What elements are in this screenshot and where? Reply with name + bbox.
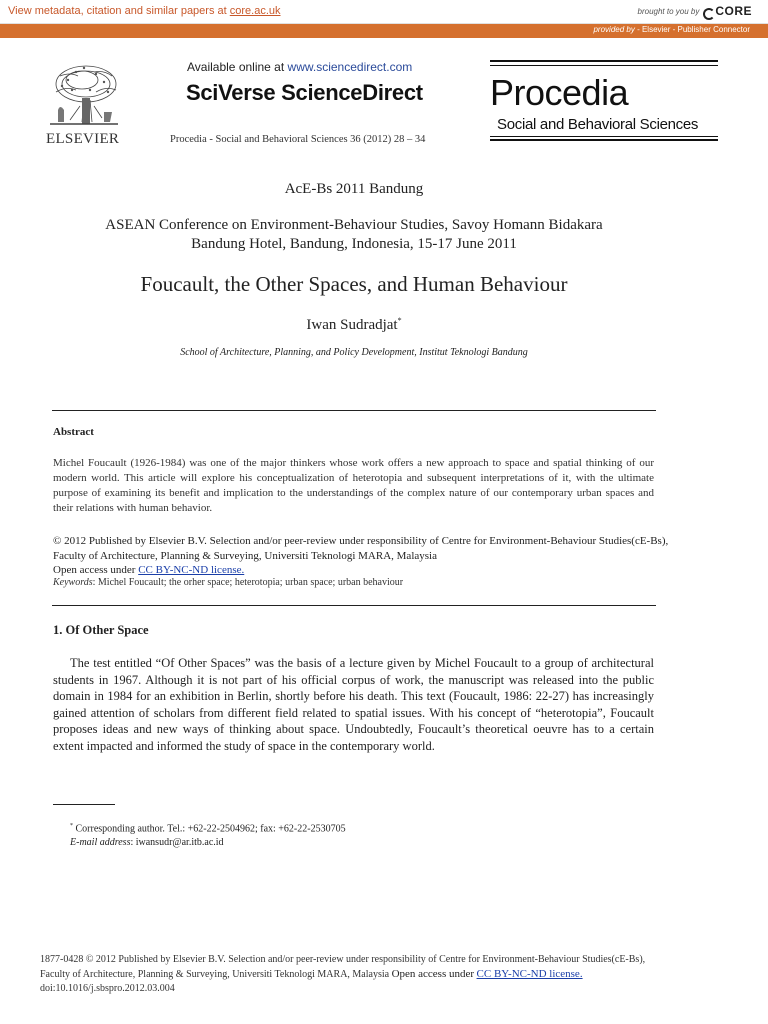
open-access-prefix: Open access under <box>53 564 136 576</box>
open-access-line <box>53 563 683 578</box>
elsevier-wordmark: ELSEVIER <box>46 131 120 147</box>
procedia-rule-top <box>490 60 718 62</box>
provider-bar <box>0 24 768 38</box>
elsevier-tree-logo-icon <box>46 62 122 128</box>
platform-name: SciVerse ScienceDirect <box>186 80 423 105</box>
core-brand[interactable] <box>638 4 753 18</box>
section-paragraph: The test entitled “Of Other Spaces” was the basis of a lecture given by Michel Foucault to a group of architectural students in 1967. Although it is not part of his official corpus of work, the manuscript was released into the public domain in 1984 for an exhibition in Berlin, shortly before his death. This text (Foucault, 1986: 22-27) has increasingly gained attention of scholars from different field related to spatial issues. With his concept of “heterotopia”, Foucault proposes ideas and new ways of thinking about space. Undoubtedly, Foucault’s theoretical oeuvre has to a certain extent impacted and informed the study of space in the contemporary world. <box>53 656 654 753</box>
divider-top <box>52 410 656 411</box>
procedia-rule-bottom <box>490 139 718 141</box>
core-logo-icon <box>702 5 712 17</box>
sciencedirect-link[interactable]: www.sciencedirect.com <box>287 60 413 74</box>
abstract-text: Michel Foucault (1926-1984) was one of the major thinkers whose work offers a new approach to space and spatial thinking of our modern world. This article will explore his conceptualization of heterotopia and subsequent interpretations of it, with the ultimate purpose of examining its benefit and implication to the understandings of the complex nature of our contemporary urban spaces and their relations with human behavior. <box>53 457 654 514</box>
section-heading: 1. Of Other Space <box>53 623 149 637</box>
available-prefix: Available online at <box>187 60 285 74</box>
divider-bottom <box>52 605 656 606</box>
footnote-rule <box>53 804 115 805</box>
available-online <box>187 60 412 74</box>
keywords-list: : Michel Foucault; the orher space; heterotopia; urban space; urban behaviour <box>92 577 404 588</box>
keywords <box>53 577 403 588</box>
procedia-subtitle: Social and Behavioral Sciences <box>497 116 699 133</box>
footer-line-2: Faculty of Architecture, Planning & Surveying, Universiti Teknologi MARA, Malaysia Open access under CC BY-NC-ND license. <box>40 968 583 980</box>
conference-line-2: Bandung Hotel, Bandung, Indonesia, 15-17 June 2011 <box>191 236 517 252</box>
provider-text: provided by - Elsevier - Publisher Connector <box>593 25 750 34</box>
journal-citation: Procedia - Social and Behavioral Sciences 36 (2012) 28 – 34 <box>170 134 426 145</box>
core-link[interactable]: core.ac.uk <box>229 5 281 17</box>
conference-long <box>0 216 708 254</box>
footer-doi[interactable]: doi:10.1016/j.sbspro.2012.03.004 <box>40 983 175 994</box>
footnote-email <box>70 837 224 848</box>
procedia-logo <box>490 60 718 142</box>
paper-title: Foucault, the Other Spaces, and Human Behaviour <box>140 272 568 296</box>
email-address[interactable]: : iwansudr@ar.itb.ac.id <box>130 837 224 848</box>
copyright-block <box>53 534 683 578</box>
page-footer <box>40 953 730 996</box>
conference-line-1: ASEAN Conference on Environment-Behaviour Studies, Savoy Homann Bidakara <box>105 217 603 233</box>
keywords-label: Keywords <box>53 577 93 588</box>
core-metadata-line <box>8 5 281 17</box>
author-footnote-mark[interactable]: * <box>397 316 402 325</box>
core-logo-text: CORE <box>715 4 752 18</box>
procedia-title: Procedia <box>490 72 629 113</box>
procedia-rule-top-thin <box>490 65 718 66</box>
affiliation: School of Architecture, Planning, and Policy Development, Institut Teknologi Bandung <box>180 347 528 358</box>
core-metadata-text: View metadata, citation and similar papers at <box>8 5 227 17</box>
core-banner <box>0 0 768 24</box>
license-link[interactable]: CC BY-NC-ND license. <box>138 564 245 576</box>
footer-line-1: 1877-0428 © 2012 Published by Elsevier B.V. Selection and/or peer-review under responsibility of Centre for Environment-Behaviour Studies(cE-Bs), <box>40 954 646 965</box>
footer-license-link[interactable]: CC BY-NC-ND license. <box>476 968 583 980</box>
footer-open-access: Open access under <box>391 968 475 980</box>
conference-short: AcE-Bs 2011 Bandung <box>284 181 424 197</box>
email-label: E-mail address <box>70 837 131 848</box>
abstract-heading: Abstract <box>53 426 94 438</box>
procedia-rule-bottom-thin <box>490 136 718 137</box>
copyright-text: © 2012 Published by Elsevier B.V. Selection and/or peer-review under responsibility of Centre for Environment-Behaviour Studies(cE-Bs), Faculty of Architecture, Planning & Surveying, Universiti Teknologi MARA, Malaysia <box>53 535 669 562</box>
author-name: Iwan Sudradjat* <box>306 316 402 333</box>
brought-by-text: brought to you by <box>637 6 700 16</box>
footnote-corresponding: * Corresponding author. Tel.: +62-22-2504962; fax: +62-22-2530705 <box>70 823 346 835</box>
